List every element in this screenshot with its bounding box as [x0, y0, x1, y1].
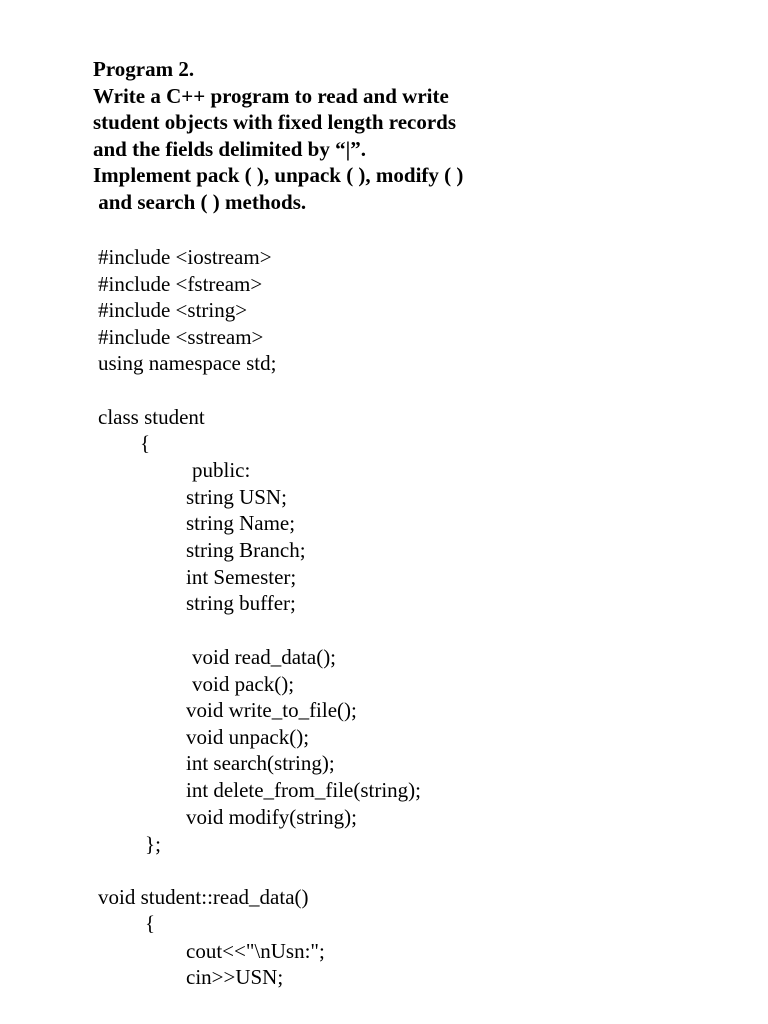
method-line: void pack(); — [192, 672, 295, 696]
include-line: #include <sstream> — [98, 325, 264, 349]
function-declaration: void student::read_data() — [98, 885, 309, 909]
function-body-line: cin>>USN; — [186, 965, 284, 989]
method-line: void unpack(); — [186, 725, 310, 749]
function-body-line: cout<<"\nUsn:"; — [186, 939, 325, 963]
method-line: int search(string); — [186, 751, 335, 775]
member-line: int Semester; — [186, 565, 297, 589]
public-label: public: — [192, 458, 251, 482]
member-line: string Name; — [186, 511, 296, 535]
program-title: Program 2. — [93, 57, 195, 81]
include-line: #include <iostream> — [98, 245, 272, 269]
method-line: int delete_from_file(string); — [186, 778, 422, 802]
heading-line-5: Implement pack ( ), unpack ( ), modify ( ) — [93, 163, 464, 187]
method-line: void modify(string); — [186, 805, 357, 829]
include-line: #include <fstream> — [98, 272, 263, 296]
member-line: string USN; — [186, 485, 287, 509]
method-line: void read_data(); — [192, 645, 337, 669]
include-line: #include <string> — [98, 298, 248, 322]
class-open-brace: { — [140, 431, 151, 455]
class-close-brace: }; — [145, 832, 161, 856]
heading-line-2: Write a C++ program to read and write — [93, 84, 449, 108]
heading-line-4: and the fields delimited by “|”. — [93, 137, 366, 161]
member-line: string buffer; — [186, 591, 296, 615]
member-line: string Branch; — [186, 538, 306, 562]
function-open-brace: { — [145, 911, 156, 935]
using-namespace-line: using namespace std; — [98, 351, 277, 375]
method-line: void write_to_file(); — [186, 698, 357, 722]
heading-line-3: student objects with fixed length records — [93, 110, 457, 134]
heading-line-6: and search ( ) methods. — [93, 190, 307, 214]
class-declaration: class student — [98, 405, 205, 429]
